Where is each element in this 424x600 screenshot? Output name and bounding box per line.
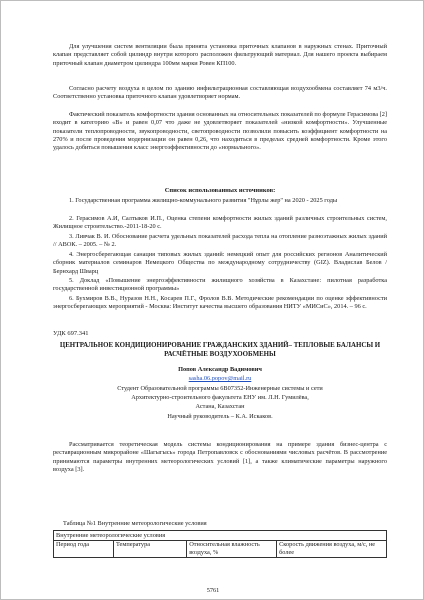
conditions-table: [53, 530, 387, 558]
body-paragraph-1: Для улучшения систем вентиляции была принята установка приточных клапанов в наружных стенах. Приточный клапан представляет собой цилиндр внутри которого расположен фильтрующий материал. Для нашего проекта выбираем приточный клапан диаметром цилиндра 100мм марки Ровен КП100.: [53, 43, 387, 67]
table-col-header: Температура: [113, 540, 186, 557]
table-header-cell: Внутренние метеорологические условия: [54, 531, 387, 541]
affiliation-line: Архитектурно-строительного факультета ЕНУ им. Л.Н. Гумилёва,: [131, 394, 309, 401]
page-number: 5761: [206, 587, 220, 594]
body-paragraph-2: Согласно расчету воздуха в целом по зданию инфильтрационная составляющая воздухообмена составляет 74 м3/ч. Соответственно установка приточного клапан удовлетворяет нормам.: [53, 85, 387, 101]
reference-item: 3. Ливчак В. И. Обоснование расчета удельных показателей расхода тепла на отопление разноэтажных жилых зданий // АВОК. – 2005. – № 2.: [53, 233, 387, 249]
email-link[interactable]: sasha.06.popov@mail.ru: [188, 375, 252, 382]
author-email[interactable]: [53, 375, 387, 383]
supervisor-line: Научный руководитель – К.А. Искаков.: [167, 413, 273, 420]
table-col-header: Скорость движения воздуха, м/с, не более: [277, 540, 387, 557]
author-name: Попов Александр Вадимович: [178, 366, 262, 373]
table-caption: Таблица №1 Внутренние метеорологические условия: [63, 520, 207, 527]
references-title: Список использованных источников:: [164, 187, 276, 194]
table-row: [54, 540, 387, 557]
reference-item: 4. Энергосберегающая санация типовых жилых зданий: немецкий опыт для российских регионов Аналитический сборник материалов семинаров Немецкого Общества по международному сотрудничеству (GIZ). Владислав Белов / Бернхард Шварц: [53, 251, 387, 275]
affiliation-line: Астана, Казахстан: [195, 403, 245, 410]
article-title: ЦЕНТРАЛЬНОЕ КОНДИЦИОНИРОВАНИЕ ГРАЖДАНСКИХ ЗДАНИЙ– ТЕПЛОВЫЕ БАЛАНСЫ И РАСЧЁТНЫЕ ВОЗДУХООБМЕНЫ: [59, 342, 381, 358]
table-row: [54, 531, 387, 541]
affiliation-line: Студент Образовательной программы 6В07352-Инженерные системы и сети: [117, 385, 323, 392]
table-col-header: Период года: [54, 540, 114, 557]
reference-item: 6. Бухмиров В.В., Нуразов Н.Н., Косарев П.Г., Фролов В.В. Методические рекомендации по оценке эффективности энергосберегающих мероприятий - Москва: Институт качества высшего образования НИТУ «МИСиС», 2014. – 96 с.: [53, 295, 387, 311]
reference-item: 1. Государственная программа жилищно-коммунального развития "Нұрлы жер" на 2020 - 2025 годы: [69, 197, 338, 204]
table-col-header: Относительная влажность воздуха, %: [187, 540, 277, 557]
reference-item: 5. Доклад «Повышение энергоэффективности жилищного хозяйства в Казахстане: пилотная разработка государственной инвестиционной программы»: [53, 277, 387, 293]
abstract-paragraph: Рассматривается теоретическая модель системы кондиционирования на примере здания бизнес-центра с реставрационным микрорайоне «Шагыгысь» города Петропавловск с обоснованиями числовых расчётов. В рассмотрение принимаются параметры внутренних метеорологических условий [1], а также климатические параметры наружного воздуха [3].: [53, 441, 387, 473]
reference-item: 2. Герасимов А.И, Салтыков И.П., Оценка степени комфортности жилых зданий различных строительных систем, Жилищное строительство.-2011-18-20 с.: [53, 215, 387, 231]
body-paragraph-3: Фактический показатель комфортности здания основанных на относительных показателей по формуле Герасимова [2] входит в категорию «В» и равен 0,07 что даже не удовлетворяет показателей «низкой комфортности». Улучшенные показатели теплопроводности, звукопроводности, светопроводности позволили повысить коэффициент комфортности на 270% и после проведения модернизации он равен 0,26, что находиться в пределах средней комфортности. Кроме этого удалось добиться повышения класс энергоэффективности до «нормального».: [53, 111, 387, 151]
udk-code: УДК 697.341: [53, 330, 89, 337]
